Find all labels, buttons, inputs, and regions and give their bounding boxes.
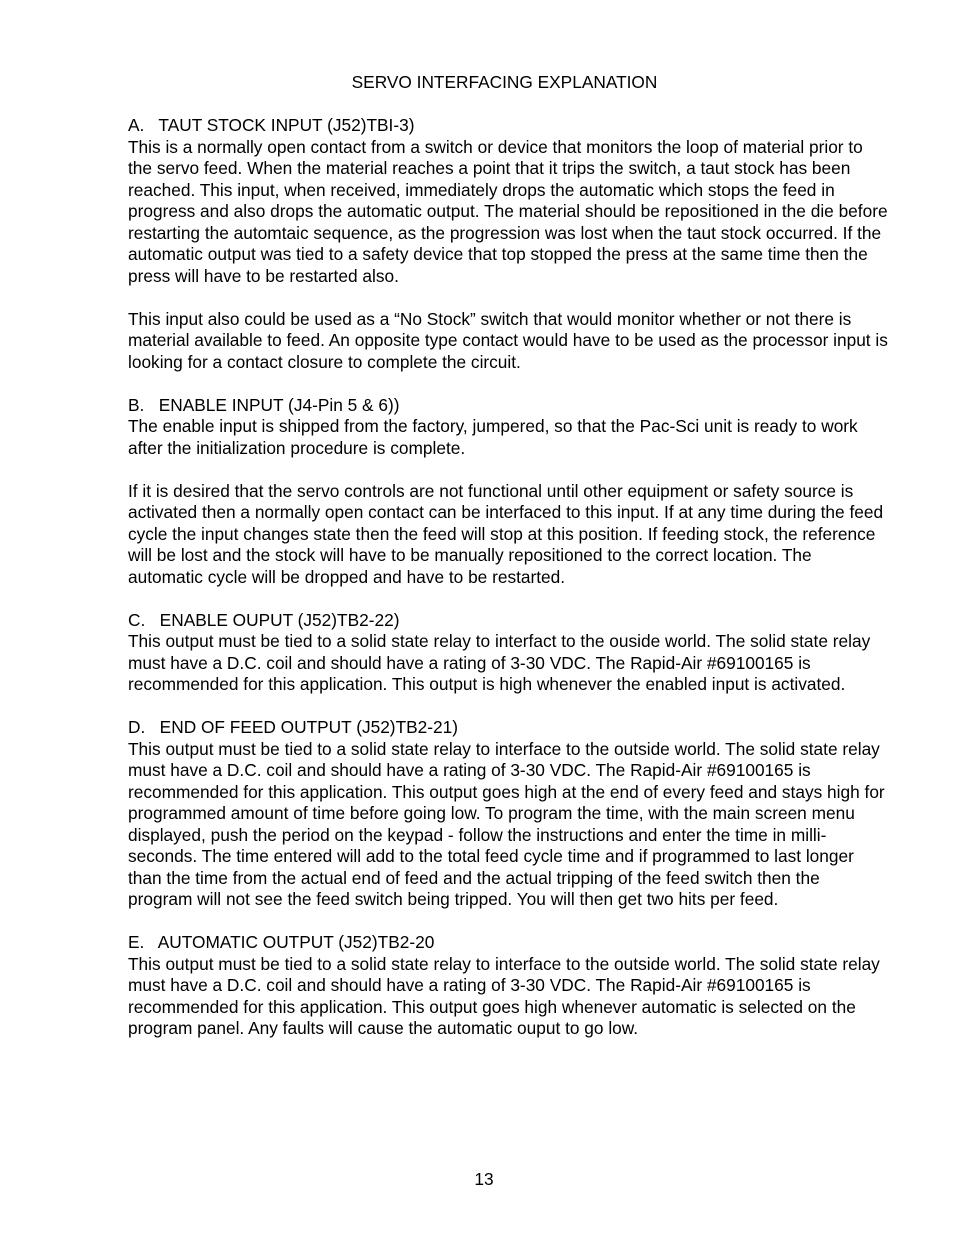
paragraph: This output must be tied to a solid state relay to interfact to the ouside world. The solid state relay must have a D.C. coil and should have a rating of 3-30 VDC. The Rapid-Air #69100165 is recommended for this application. This output is high whenever the enabled input is activated.: [128, 631, 871, 694]
paragraph: If it is desired that the servo controls are not functional until other equipment or safety source is activated then a normally open contact can be interfaced to this input. If at any time during the feed cycle the input changes state then the feed will stop at this position. If feeding stock, the reference will be lost and the stock will have to be manually repositioned to the correct location. The automatic cycle will be dropped and have to be restarted.: [128, 480, 884, 587]
section-automatic-output: [128, 932, 888, 1040]
section-enable-input: [128, 395, 888, 589]
section-heading: E. AUTOMATIC OUTPUT (J52)TB2-20: [128, 932, 435, 952]
section-heading: A. TAUT STOCK INPUT (J52)TBI-3): [128, 115, 415, 135]
document-body: [128, 115, 888, 1061]
paragraph: The enable input is shipped from the factory, jumpered, so that the Pac-Sci unit is ready to work after the initialization procedure is complete.: [128, 416, 858, 458]
section-end-of-feed-output: [128, 717, 888, 911]
page-number: 13: [474, 1169, 494, 1189]
section-heading: D. END OF FEED OUTPUT (J52)TB2-21): [128, 717, 458, 737]
section-taut-stock-input: [128, 115, 888, 373]
paragraph: This output must be tied to a solid state relay to interface to the outside world. The solid state relay must have a D.C. coil and should have a rating of 3-30 VDC. The Rapid-Air #69100165 is recommended for this application. This output goes high at the end of every feed and stays high for programmed amount of time before going low. To program the time, with the main screen menu displayed, push the period on the keypad - follow the instructions and enter the time in milli-seconds. The time entered will add to the total feed cycle time and if programmed to last longer than the time from the actual end of feed and the actual tripping of the feed switch then the program will not see the feed switch being tripped. You will then get two hits per feed.: [128, 738, 885, 909]
page-title: SERVO INTERFACING EXPLANATION: [351, 72, 658, 92]
section-enable-output: [128, 610, 888, 696]
section-heading: C. ENABLE OUPUT (J52)TB2-22): [128, 609, 400, 630]
section-heading: B. ENABLE INPUT (J4-Pin 5 & 6)): [128, 394, 400, 415]
paragraph: This is a normally open contact from a switch or device that monitors the loop of material prior to the servo feed. When the material reaches a point that it trips the switch, a taut stock has been reached. This input, when received, immediately drops the automatic which stops the feed in progress and also drops the automatic output. The material should be repositioned in the die before restarting the automtaic sequence, as the progression was lost when the taut stock occurred. If the automatic output was tied to a safety device that top stopped the press at the same time then the press will have to be restarted also.: [128, 136, 888, 286]
paragraph: This input also could be used as a “No Stock” switch that would monitor whether or not there is material available to feed. An opposite type contact would have to be used as the processor input is looking for a contact closure to complete the circuit.: [128, 308, 888, 372]
paragraph: This output must be tied to a solid state relay to interface to the outside world. The solid state relay must have a D.C. coil and should have a rating of 3-30 VDC. The Rapid-Air #69100165 is recommended for this application. This output goes high whenever automatic is selected on the program panel. Any faults will cause the automatic ouput to go low.: [128, 953, 880, 1038]
